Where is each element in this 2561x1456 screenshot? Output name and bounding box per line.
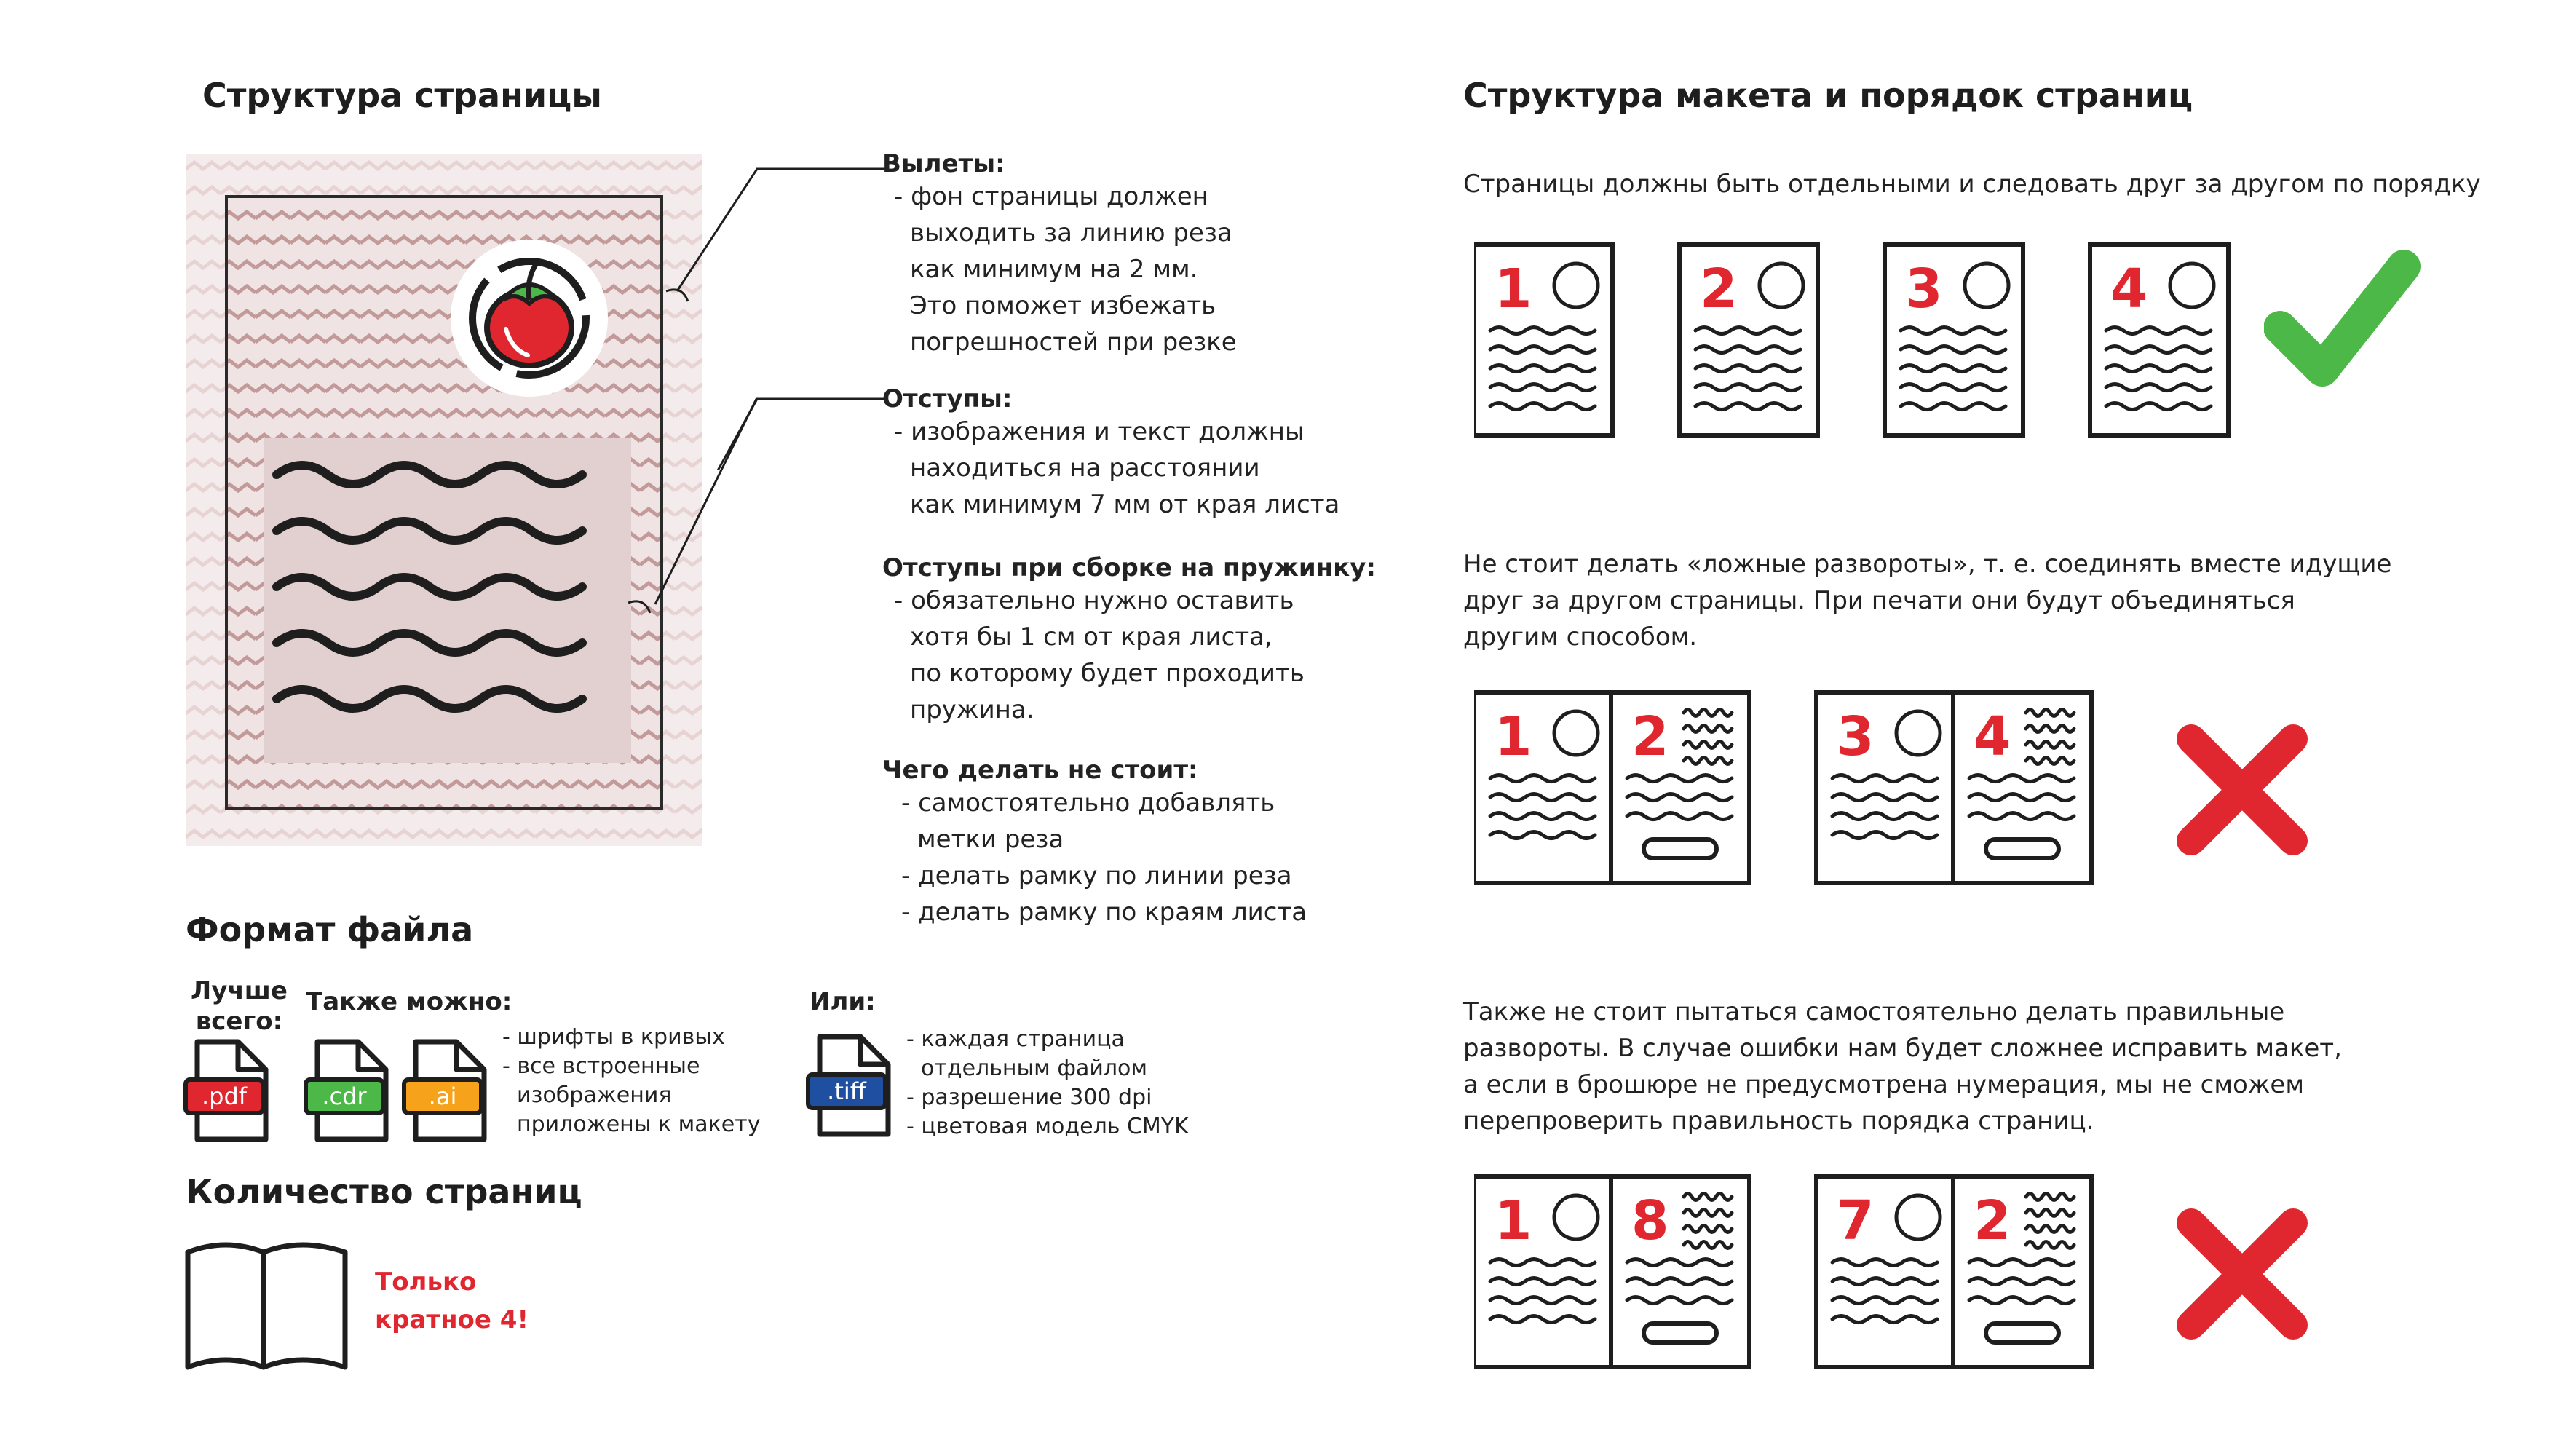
annotation-margins: Отступы: - изображения и текст должны находиться на расстоянии как минимум 7 мм от края листа — [882, 384, 1340, 519]
format-title: Формат файла — [186, 910, 474, 949]
pdf-file-icon — [178, 1037, 280, 1147]
pages-title: Количество страниц — [186, 1172, 582, 1211]
page-number: 4 — [1974, 705, 2011, 768]
page-number: 7 — [1837, 1190, 1875, 1252]
page-number: 2 — [1974, 1190, 2011, 1252]
pages-note: Только кратное 4! — [375, 1267, 529, 1334]
page-thumbnail — [1816, 1176, 1955, 1367]
page-number: 1 — [1495, 705, 1532, 768]
structure-title: Структура страницы — [202, 76, 602, 115]
svg-text:.cdr: .cdr — [322, 1083, 367, 1110]
page-thumbnail — [1679, 245, 1818, 435]
page-number: 8 — [1631, 1190, 1669, 1252]
or-label: Или: — [810, 987, 876, 1016]
annotation-spiral-margins: Отступы при сборке на пружинку: - обязательно нужно оставить хотя бы 1 см от края листа, по которому будет проходить пружина. — [882, 553, 1377, 724]
layout-title: Структура макета и порядок страниц — [1463, 76, 2193, 115]
para-false-spreads: Не стоит делать «ложные развороты», т. е. соединять вместе идущие друг за другом страницы. При печати они будут объединяться другим способом. — [1463, 550, 2392, 652]
page-thumbnail — [1885, 245, 2023, 435]
vector-notes: - шрифты в кривых - все встроенные изображения приложены к макету — [502, 1024, 761, 1137]
spread — [1474, 1176, 1749, 1367]
page-thumbnail — [1953, 1176, 2091, 1367]
cdr-file-icon — [298, 1037, 400, 1147]
page-number: 3 — [1905, 258, 1943, 320]
page-thumbnail — [1611, 692, 1749, 883]
page-thumbnail — [1474, 245, 1612, 435]
check-icon — [2264, 240, 2424, 400]
manual-spreads-row — [1474, 1172, 2129, 1376]
annotation-bleeds: Вылеты: - фон страницы должен выходить за линию реза как минимум на 2 мм. Это поможет избежать погрешностей при резке — [882, 149, 1237, 357]
svg-text:.ai: .ai — [428, 1083, 457, 1110]
cross-icon — [2169, 717, 2315, 863]
spread — [1474, 692, 1749, 883]
annotation-dont: Чего делать не стоит: - самостоятельно добавлять метки реза - делать рамку по линии реза - делать рамку по краям листа — [882, 756, 1307, 927]
ai-file-icon — [397, 1037, 499, 1147]
false-spreads-row — [1474, 688, 2129, 892]
page-number: 4 — [2110, 258, 2148, 320]
spread — [1816, 692, 2091, 883]
para-separate-pages: Страницы должны быть отдельными и следовать друг за другом по порядку — [1463, 170, 2481, 199]
tomato-logo-icon — [451, 240, 608, 397]
open-book-icon — [182, 1238, 357, 1376]
best-label: Лучше всего: — [191, 976, 288, 1036]
tiff-file-icon — [801, 1032, 903, 1142]
page-thumbnail — [2090, 245, 2228, 435]
cross-icon — [2169, 1201, 2315, 1347]
page-thumbnail — [1953, 692, 2091, 883]
page-number: 1 — [1495, 1190, 1532, 1252]
page-thumbnail — [1474, 692, 1612, 883]
page-number: 1 — [1495, 258, 1532, 320]
page-thumbnail — [1816, 692, 1955, 883]
page-number: 2 — [1700, 258, 1738, 320]
also-label: Также можно: — [306, 987, 512, 1016]
tiff-notes: - каждая страница отдельным файлом - разрешение 300 dpi - цветовая модель CMYK — [906, 1026, 1189, 1139]
svg-text:.pdf: .pdf — [201, 1083, 248, 1110]
spread — [1816, 1176, 2091, 1367]
page-thumbnail — [1474, 1176, 1612, 1367]
page-number: 2 — [1631, 705, 1669, 768]
page-thumbnail — [1611, 1176, 1749, 1367]
page-number: 3 — [1837, 705, 1875, 768]
svg-text:.tiff: .tiff — [827, 1077, 866, 1105]
para-manual-spreads: Также не стоит пытаться самостоятельно делать правильные развороты. В случае ошибки нам будет сложнее исправить макет, а если в брошюре не предусмотрена нумерация, мы не сможем перепроверить правильность порядка страниц. — [1463, 997, 2342, 1136]
